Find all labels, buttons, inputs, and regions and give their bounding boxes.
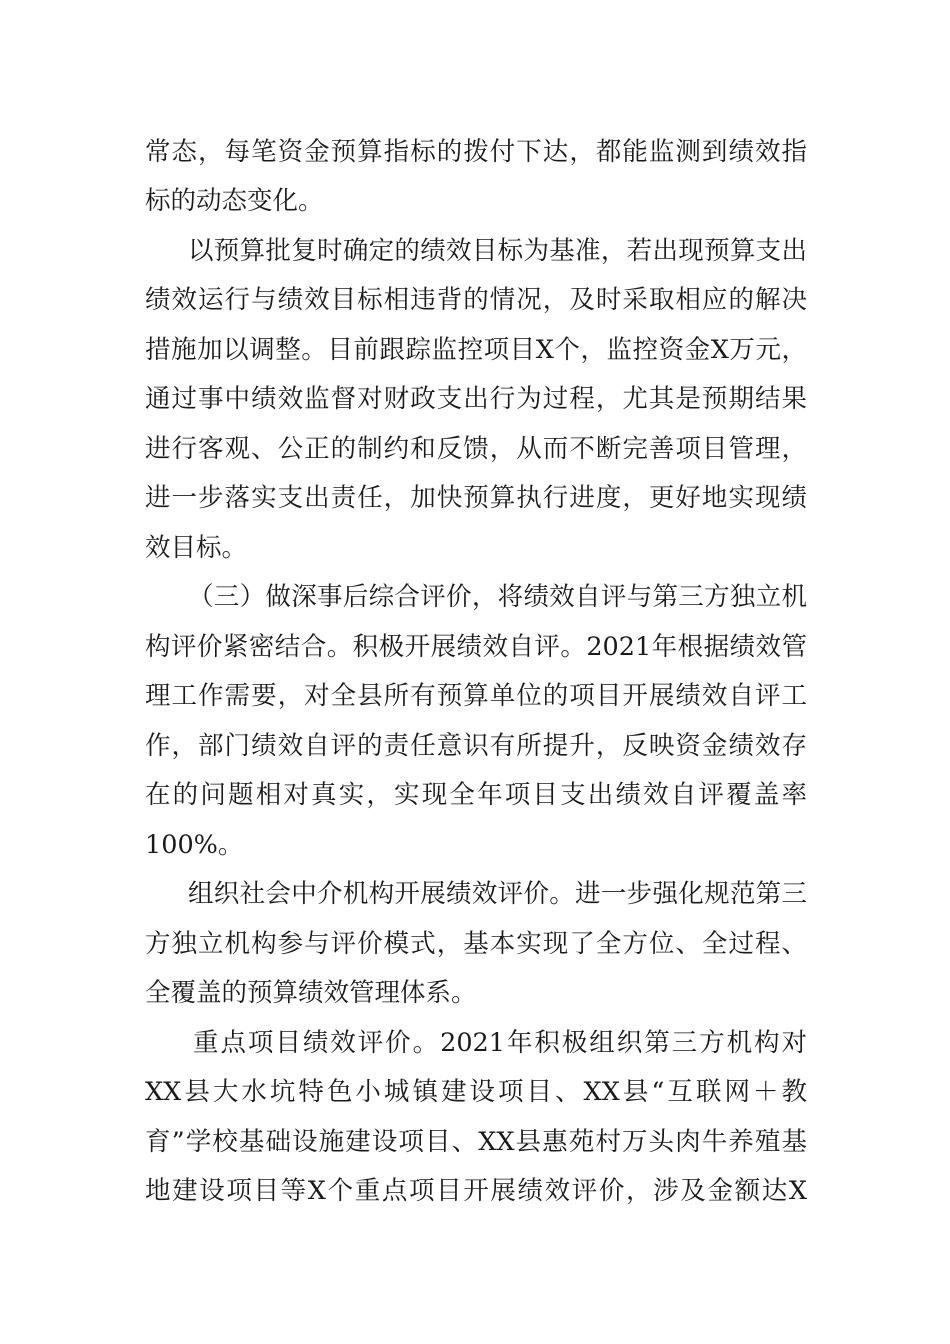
text-line-4: 绩效运行与绩效目标相违背的情况，及时采取相应的解决 (145, 285, 807, 315)
text-line-1: 常态，每笔资金预算指标的拨付下达，都能监测到绩效指 (145, 137, 807, 167)
text-line-11: 构评价紧密结合。积极开展绩效自评。2021年根据绩效管 (145, 632, 807, 662)
text-line-18: 全覆盖的预算绩效管理体系。 (145, 978, 477, 1008)
text-line-21: 育”学校基础设施建设项目、XX县惠苑村万头肉牛养殖基 (145, 1127, 807, 1157)
text-line-5: 措施加以调整。目前跟踪监控项目X个，监控资金X万元， (145, 335, 807, 365)
paragraph-start-2: 组织社会中介机构开展绩效评价。进一步强化规范第三 (188, 879, 807, 909)
text-line-12: 理工作需要，对全县所有预算单位的项目开展绩效自评工 (145, 681, 807, 711)
paragraph-start-1: 以预算批复时确定的绩效目标为基准，若出现预算支出 (188, 236, 807, 266)
text-line-2: 标的动态变化。 (145, 186, 324, 216)
paragraph-start-3: 重点项目绩效评价。2021年积极组织第三方机构对 (193, 1028, 807, 1058)
text-line-17: 方独立机构参与评价模式，基本实现了全方位、全过程、 (145, 929, 807, 959)
text-line-14: 在的问题相对真实，实现全年项目支出绩效自评覆盖率 (145, 780, 807, 810)
text-line-6: 通过事中绩效监督对财政支出行为过程，尤其是预期结果 (145, 384, 807, 414)
text-line-15: 100%。 (145, 830, 244, 860)
text-line-7: 进行客观、公正的制约和反馈，从而不断完善项目管理， (145, 434, 807, 464)
text-line-20: XX县大水坑特色小城镇建设项目、XX县“互联网＋教 (145, 1077, 807, 1107)
text-line-8: 进一步落实支出责任，加快预算执行进度，更好地实现绩 (145, 483, 807, 513)
section-heading-3: （三）做深事后综合评价，将绩效自评与第三方独立机 (188, 582, 807, 612)
text-line-9: 效目标。 (145, 533, 248, 563)
text-line-13: 作，部门绩效自评的责任意识有所提升，反映资金绩效存 (145, 731, 807, 761)
text-line-22: 地建设项目等X个重点项目开展绩效评价，涉及金额达X (145, 1176, 807, 1206)
